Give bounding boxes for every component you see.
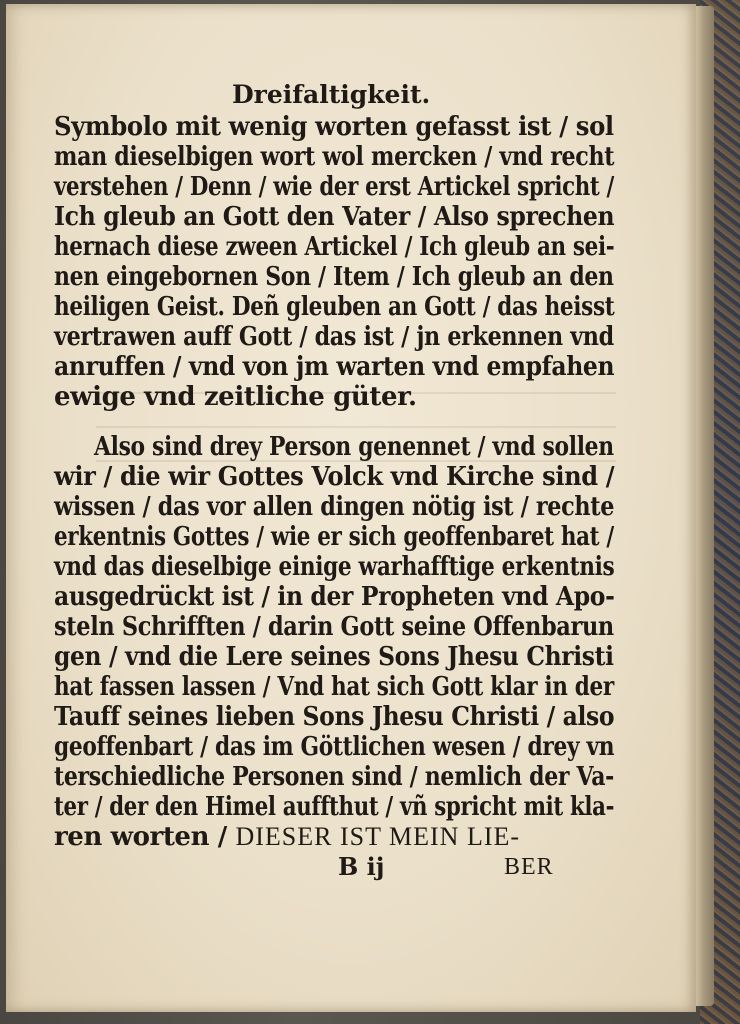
text-line: geoffenbart / das im Göttlichen wesen / drey vn: [54, 732, 615, 762]
text-line: ewige vnd zeitliche güter.: [54, 382, 417, 412]
running-head: Dreifaltigkeit.: [232, 80, 431, 109]
text-line: verstehen / Denn / wie der erst Artickel spricht /: [54, 172, 615, 202]
text-line: anruffen / vnd von jm warten vnd empfahen: [54, 352, 615, 382]
paragraph-1: [54, 114, 614, 414]
last-line-text: ren worten /: [54, 822, 227, 852]
last-text-line: [54, 824, 520, 850]
text-line: gen / vnd die Lere seines Sons Jhesu Christi: [54, 642, 614, 672]
text-line: vnd das dieselbige einige warhafftige erkentnis: [54, 552, 615, 582]
text-line: Symbolo mit wenig worten gefasst ist / sol: [54, 112, 614, 142]
text-line: nen eingebornen Son / Item / Ich gleub an den: [54, 262, 614, 292]
capitals-text: DIESER IST MEIN LIE-: [235, 822, 521, 851]
text-line: vertrawen auff Gott / das ist / jn erkennen vnd: [54, 322, 614, 352]
text-line: heiligen Geist. Deñ gleuben an Gott / das heisst: [54, 292, 615, 322]
text-line: hernach diese zween Artickel / Ich gleub an sei-: [54, 232, 615, 262]
text-line: terschiedliche Personen sind / nemlich der Va-: [54, 762, 614, 792]
text-line: Ich gleub an Gott den Vater / Also sprechen: [54, 202, 615, 232]
text-line: ter / der den Himel auffthut / vñ spricht mit kla-: [54, 792, 615, 822]
text-line: erkentnis Gottes / wie er sich geoffenbaret hat /: [54, 522, 614, 552]
text-line: Also sind drey Person genennet / vnd sollen: [94, 432, 614, 462]
paragraph-2: [54, 434, 614, 854]
text-line: hat fassen lassen / Vnd hat sich Gott klar in der: [54, 672, 614, 702]
text-line: ausgedrückt ist / in der Propheten vnd Apo-: [54, 582, 615, 612]
text-line: wissen / das vor allen dingen nötig ist / rechte: [54, 492, 615, 522]
text-line: steln Schrifften / darin Gott seine Offenbarun: [54, 612, 614, 642]
text-line: wir / die wir Gottes Volck vnd Kirche sind /: [54, 462, 615, 492]
book-page: [6, 4, 696, 1012]
text-line: Tauff seines lieben Sons Jhesu Christi / also: [54, 702, 615, 732]
signature-mark: B ij: [338, 852, 385, 881]
text-line: man dieselbigen wort wol mercken / vnd recht: [54, 142, 615, 172]
catchword: BER: [504, 854, 554, 880]
